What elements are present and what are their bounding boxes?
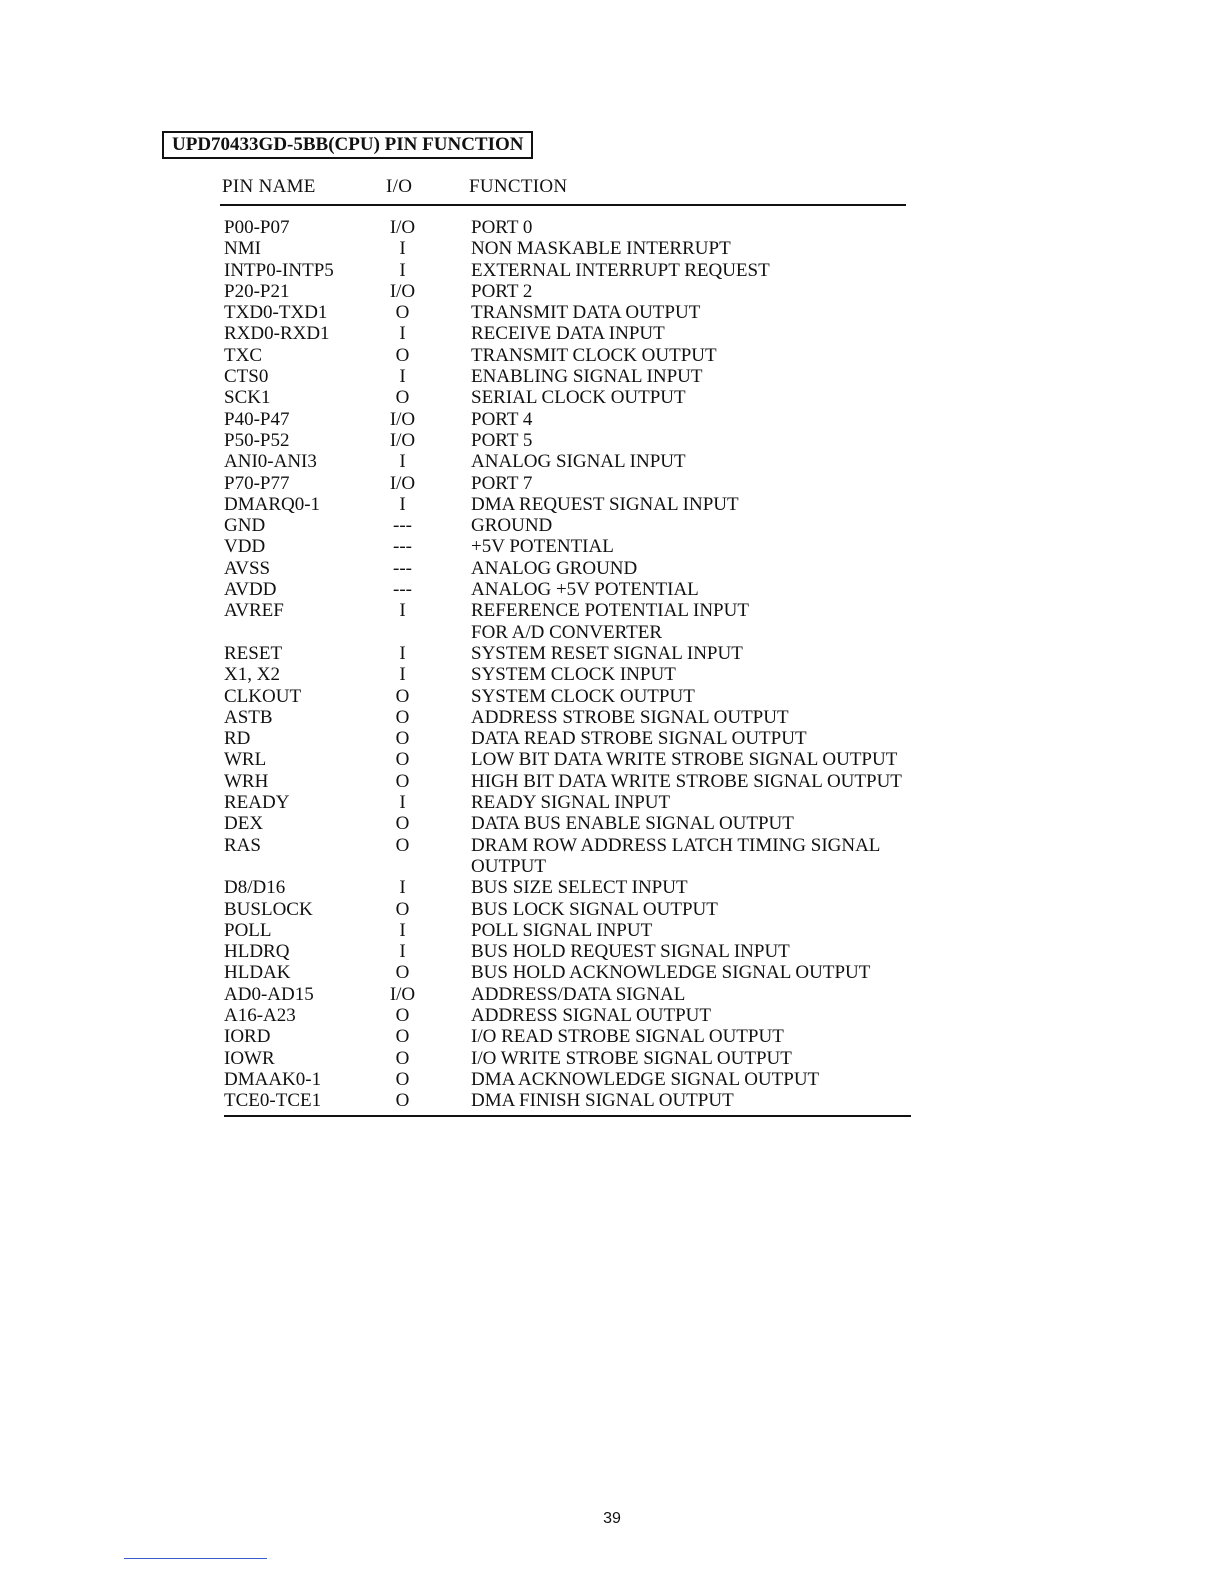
function-cell: READY SIGNAL INPUT: [471, 792, 671, 814]
function-cell: SYSTEM RESET SIGNAL INPUT: [471, 642, 743, 664]
function-cell: BUS HOLD REQUEST SIGNAL INPUT: [471, 941, 790, 963]
io-cell: O: [395, 706, 410, 728]
pin-name-cell: DMAAK0-1: [224, 1068, 322, 1090]
table-row: [0, 409, 1224, 430]
io-cell: ---: [393, 515, 412, 537]
header-io: I/O: [386, 176, 413, 197]
io-cell: O: [395, 1004, 410, 1026]
table-row: [0, 1026, 1224, 1047]
function-cell: ANALOG SIGNAL INPUT: [471, 451, 686, 473]
function-cell: LOW BIT DATA WRITE STROBE SIGNAL OUTPUT: [471, 749, 898, 771]
io-cell: I/O: [389, 472, 416, 494]
page-number: 39: [603, 1510, 621, 1527]
function-cell: OUTPUT: [471, 855, 546, 877]
function-cell: PORT 7: [471, 472, 533, 494]
pin-name-cell: RESET: [224, 642, 283, 664]
table-row: [0, 899, 1224, 920]
pin-name-cell: ASTB: [224, 706, 273, 728]
pin-name-cell: WRH: [224, 770, 269, 792]
pin-name-cell: AVDD: [224, 579, 277, 601]
io-cell: I: [399, 238, 406, 260]
pin-name-cell: CLKOUT: [224, 685, 302, 707]
pin-name-cell: CTS0: [224, 366, 269, 388]
table-row: [0, 856, 1224, 877]
io-cell: I/O: [389, 217, 416, 238]
function-cell: EXTERNAL INTERRUPT REQUEST: [471, 259, 770, 281]
pin-name-cell: P00-P07: [224, 217, 290, 238]
table-row: [0, 941, 1224, 962]
table-row: [0, 1005, 1224, 1026]
pin-name-cell: AVSS: [224, 557, 271, 579]
table-row: [0, 451, 1224, 472]
table-row: [0, 962, 1224, 983]
io-cell: I/O: [389, 408, 416, 430]
io-cell: O: [395, 813, 410, 835]
io-cell: I: [399, 600, 406, 622]
io-cell: O: [395, 1047, 410, 1069]
pin-name-cell: X1, X2: [224, 664, 280, 686]
table-row: [0, 1048, 1224, 1069]
function-cell: DATA BUS ENABLE SIGNAL OUTPUT: [471, 813, 794, 835]
function-cell: TRANSMIT DATA OUTPUT: [471, 302, 701, 324]
io-cell: O: [395, 344, 410, 366]
function-cell: DMA FINISH SIGNAL OUTPUT: [471, 1090, 734, 1112]
pin-name-cell: AD0-AD15: [224, 983, 314, 1005]
function-cell: +5V POTENTIAL: [471, 536, 614, 558]
table-row: [0, 302, 1224, 323]
pin-name-cell: DMARQ0-1: [224, 493, 321, 515]
function-cell: ANALOG +5V POTENTIAL: [471, 579, 699, 601]
table-row: [0, 749, 1224, 770]
function-cell: BUS SIZE SELECT INPUT: [471, 877, 688, 899]
io-cell: O: [395, 728, 410, 750]
function-cell: BUS HOLD ACKNOWLEDGE SIGNAL OUTPUT: [471, 962, 871, 984]
function-cell: SYSTEM CLOCK INPUT: [471, 664, 676, 686]
pin-name-cell: P50-P52: [224, 429, 290, 451]
io-cell: I: [399, 941, 406, 963]
table-row: [0, 515, 1224, 536]
io-cell: O: [395, 834, 410, 856]
pin-table: [0, 217, 1224, 1111]
io-cell: O: [395, 685, 410, 707]
table-row: [0, 984, 1224, 1005]
function-cell: POLL SIGNAL INPUT: [471, 919, 653, 941]
pin-name-cell: TCE0-TCE1: [224, 1090, 322, 1112]
table-row: [0, 686, 1224, 707]
table-row: [0, 238, 1224, 259]
table-row: [0, 536, 1224, 557]
function-cell: ENABLING SIGNAL INPUT: [471, 366, 703, 388]
io-cell: O: [395, 1026, 410, 1048]
io-cell: ---: [393, 557, 412, 579]
table-bottom-rule: [224, 1115, 911, 1117]
function-cell: BUS LOCK SIGNAL OUTPUT: [471, 898, 718, 920]
page-title: UPD70433GD-5BB(CPU) PIN FUNCTION: [162, 131, 533, 159]
table-row: [0, 387, 1224, 408]
io-cell: I: [399, 877, 406, 899]
io-cell: I/O: [389, 983, 416, 1005]
io-cell: I/O: [389, 429, 416, 451]
function-cell: GROUND: [471, 515, 553, 537]
io-cell: I: [399, 451, 406, 473]
io-cell: O: [395, 749, 410, 771]
table-row: [0, 728, 1224, 749]
function-cell: NON MASKABLE INTERRUPT: [471, 238, 731, 260]
function-cell: ADDRESS STROBE SIGNAL OUTPUT: [471, 706, 789, 728]
io-cell: O: [395, 1068, 410, 1090]
function-cell: DMA REQUEST SIGNAL INPUT: [471, 493, 739, 515]
pin-name-cell: D8/D16: [224, 877, 286, 899]
io-cell: I: [399, 493, 406, 515]
function-cell: DATA READ STROBE SIGNAL OUTPUT: [471, 728, 807, 750]
header-pin-name: PIN NAME: [222, 176, 316, 197]
function-cell: SERIAL CLOCK OUTPUT: [471, 387, 686, 409]
pin-name-cell: SCK1: [224, 387, 271, 409]
pin-name-cell: P70-P77: [224, 472, 290, 494]
io-cell: I: [399, 366, 406, 388]
io-cell: I: [399, 792, 406, 814]
table-row: [0, 323, 1224, 344]
function-cell: DMA ACKNOWLEDGE SIGNAL OUTPUT: [471, 1068, 820, 1090]
io-cell: O: [395, 387, 410, 409]
function-cell: REFERENCE POTENTIAL INPUT: [471, 600, 749, 622]
pin-name-cell: RAS: [224, 834, 261, 856]
pin-name-cell: GND: [224, 515, 266, 537]
table-row: [0, 664, 1224, 685]
pin-name-cell: WRL: [224, 749, 267, 771]
table-row: [0, 345, 1224, 366]
function-cell: I/O READ STROBE SIGNAL OUTPUT: [471, 1026, 784, 1048]
function-cell: PORT 2: [471, 280, 533, 302]
function-cell: ADDRESS/DATA SIGNAL: [471, 983, 686, 1005]
pin-name-cell: TXD0-TXD1: [224, 302, 328, 324]
pin-name-cell: A16-A23: [224, 1004, 296, 1026]
table-row: [0, 1090, 1224, 1111]
table-row: [0, 579, 1224, 600]
io-cell: I: [399, 664, 406, 686]
table-row: [0, 707, 1224, 728]
pin-name-cell: VDD: [224, 536, 266, 558]
function-cell: ADDRESS SIGNAL OUTPUT: [471, 1004, 711, 1026]
io-cell: I/O: [389, 280, 416, 302]
pin-name-cell: AVREF: [224, 600, 284, 622]
table-row: [0, 643, 1224, 664]
pin-name-cell: HLDRQ: [224, 941, 290, 963]
table-row: [0, 792, 1224, 813]
io-cell: O: [395, 962, 410, 984]
io-cell: O: [395, 898, 410, 920]
pin-name-cell: TXC: [224, 344, 262, 366]
function-cell: TRANSMIT CLOCK OUTPUT: [471, 344, 717, 366]
function-cell: HIGH BIT DATA WRITE STROBE SIGNAL OUTPUT: [471, 770, 902, 792]
pin-name-cell: POLL: [224, 919, 272, 941]
pin-name-cell: P40-P47: [224, 408, 290, 430]
pin-name-cell: HLDAK: [224, 962, 291, 984]
table-row: [0, 835, 1224, 856]
footer-rule: [124, 1558, 267, 1559]
table-row: [0, 622, 1224, 643]
pin-name-cell: NMI: [224, 238, 261, 260]
table-row: [0, 260, 1224, 281]
pin-name-cell: IORD: [224, 1026, 271, 1048]
function-cell: ANALOG GROUND: [471, 557, 638, 579]
io-cell: I: [399, 642, 406, 664]
pin-name-cell: P20-P21: [224, 280, 290, 302]
function-cell: DRAM ROW ADDRESS LATCH TIMING SIGNAL: [471, 834, 881, 856]
pin-name-cell: IOWR: [224, 1047, 275, 1069]
table-row: [0, 1069, 1224, 1090]
io-cell: I: [399, 919, 406, 941]
function-cell: RECEIVE DATA INPUT: [471, 323, 665, 345]
pin-name-cell: ANI0-ANI3: [224, 451, 317, 473]
io-cell: I: [399, 323, 406, 345]
table-row: [0, 494, 1224, 515]
pin-name-cell: INTP0-INTP5: [224, 259, 334, 281]
pin-name-cell: RXD0-RXD1: [224, 323, 330, 345]
function-cell: SYSTEM CLOCK OUTPUT: [471, 685, 695, 707]
io-cell: I: [399, 259, 406, 281]
function-cell: FOR A/D CONVERTER: [471, 621, 662, 643]
table-row: [0, 473, 1224, 494]
table-row: [0, 920, 1224, 941]
table-row: [0, 430, 1224, 451]
pin-name-cell: BUSLOCK: [224, 898, 313, 920]
function-cell: PORT 5: [471, 429, 533, 451]
table-row: [0, 877, 1224, 898]
table-row: [0, 366, 1224, 387]
table-row: [0, 281, 1224, 302]
function-cell: I/O WRITE STROBE SIGNAL OUTPUT: [471, 1047, 792, 1069]
io-cell: O: [395, 1090, 410, 1112]
table-row: [0, 217, 1224, 238]
io-cell: O: [395, 302, 410, 324]
table-row: [0, 771, 1224, 792]
header-rule: [220, 204, 906, 206]
pin-name-cell: READY: [224, 792, 290, 814]
io-cell: ---: [393, 536, 412, 558]
io-cell: O: [395, 770, 410, 792]
io-cell: ---: [393, 579, 412, 601]
table-row: [0, 600, 1224, 621]
table-row: [0, 813, 1224, 834]
pin-name-cell: DEX: [224, 813, 264, 835]
function-cell: PORT 4: [471, 408, 533, 430]
function-cell: PORT 0: [471, 217, 533, 238]
pin-name-cell: RD: [224, 728, 251, 750]
table-row: [0, 558, 1224, 579]
header-function: FUNCTION: [469, 176, 568, 197]
